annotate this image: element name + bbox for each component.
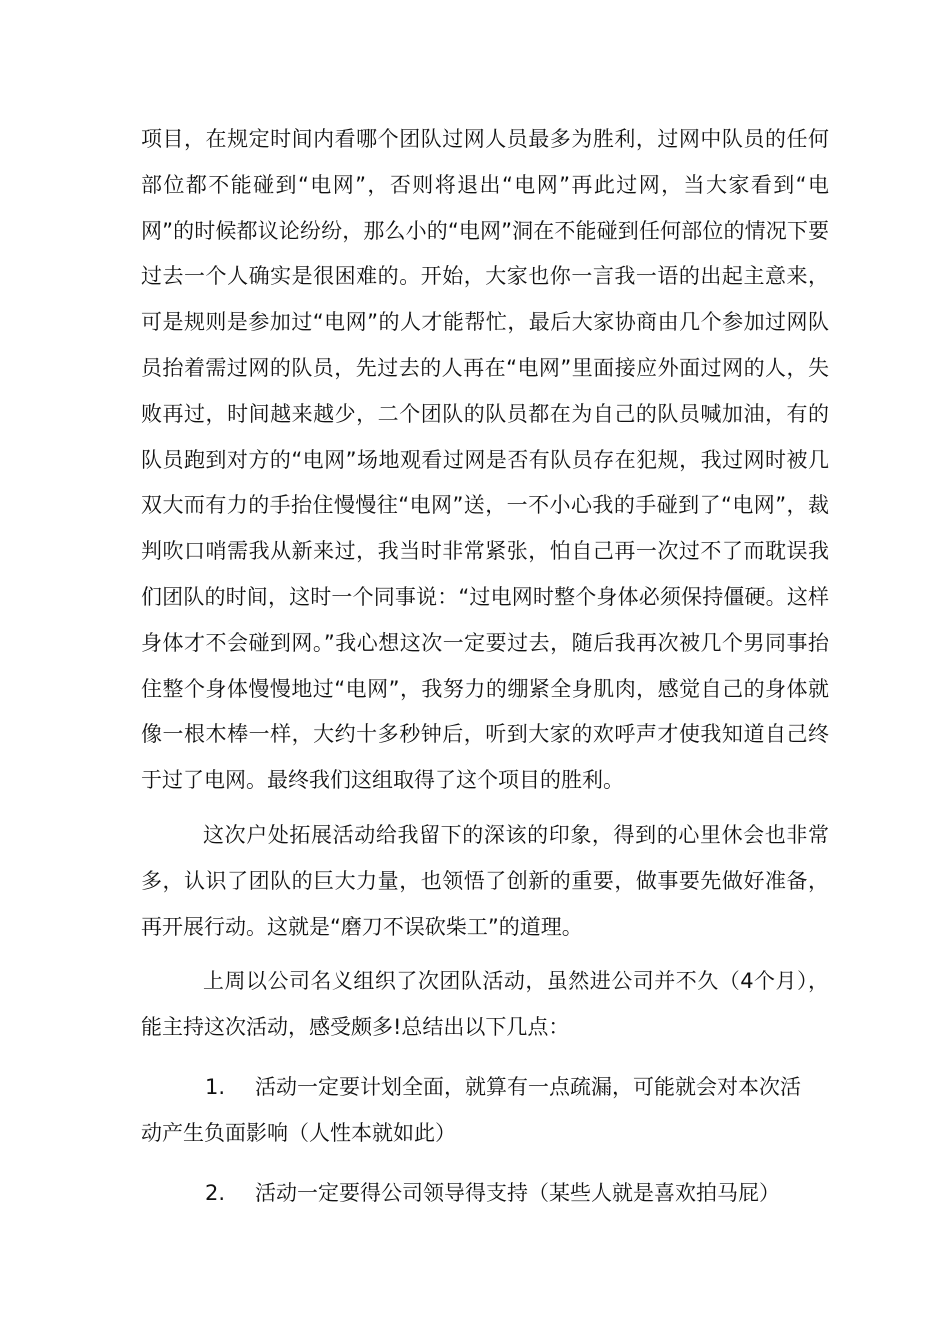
list-item-text: 活动一定要得公司领导得支持（某些人就是喜欢拍马屁） xyxy=(255,1180,780,1205)
paragraph-continued: 项目，在规定时间内看哪个团队过网人员最多为胜利，过网中队员的任何部位都不能碰到“电网”，否则将退出“电网”再此过网，当大家看到“电网”的时候都议论纷纷，那么小的“电网”洞在不能碰到任何部位的情况下要过去一个人确实是很困难的。开始，大家也你一言我一语的出起主意来，可是规则是参加过“电网”的人才能帮忙，最后大家协商由几个参加过网队员抬着需过网的队员，先过去的人再在“电网”里面接应外面过网的人，失败再过，时间越来越少，二个团队的队员都在为自己的队员喊加油，有的队员跑到对方的“电网”场地观看过网是否有队员存在犯规，我过网时被几双大而有力的手抬住慢慢往“电网”送，一不小心我的手碰到了“电网”，裁判吹口哨需我从新来过，我当时非常紧张，怕自己再一次过不了而耽误我们团队的时间，这时一个同事说：“过电网时整个身体必须保持僵硬。这样身体才不会碰到网。”我心想这次一定要过去，随后我再次被几个男同事抬住整个身体慢慢地过“电网”，我努力的绷紧全身肌肉，感觉自己的身体就像一根木棒一样，大约十多秒钟后，听到大家的欢呼声才使我知道自己终于过了电网。最终我们这组取得了这个项目的胜利。 xyxy=(141,127,829,793)
document-body xyxy=(141,117,829,1216)
list-item xyxy=(141,1065,829,1157)
list-item xyxy=(141,1171,829,1217)
list-item-text: 活动一定要计划全面，就算有一点疏漏，可能就会对本次活动产生负面影响（人性本就如此） xyxy=(141,1074,801,1145)
list-item-number: 1. xyxy=(205,1074,226,1099)
list-item-number: 2. xyxy=(205,1180,226,1205)
paragraph-reflection: 这次户处拓展活动给我留下的深该的印象，得到的心里休会也非常多，认识了团队的巨大力量，也领悟了创新的重要，做事要先做好准备，再开展行动。这就是“磨刀不误砍柴工”的道理。 xyxy=(141,822,829,939)
paragraph-summary-intro: 上周以公司名义组织了次团队活动，虽然进公司并不久（4个月），能主持这次活动，感受颇多!总结出以下几点： xyxy=(141,969,829,1040)
